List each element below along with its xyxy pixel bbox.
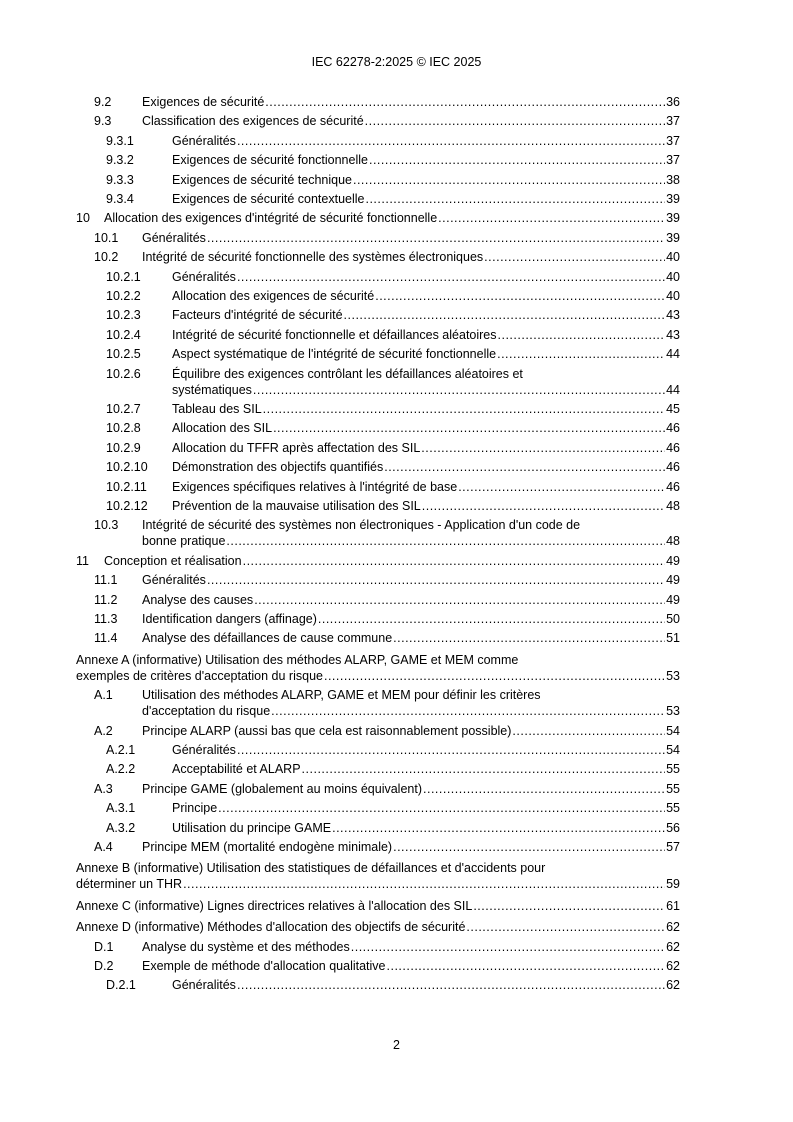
toc-entry-title: Classification des exigences de sécurité xyxy=(142,114,364,129)
toc-entry-number: A.3 xyxy=(94,781,113,796)
toc-entry[interactable] xyxy=(94,839,680,855)
toc-entry-page: 54 xyxy=(666,743,680,757)
toc-entry-title: Allocation des exigences d'intégrité de sécurité fonctionnelle xyxy=(104,211,438,226)
toc-entry-title: Principe GAME (globalement au moins équivalent) xyxy=(142,781,422,796)
toc-entry[interactable] xyxy=(106,327,680,343)
toc-entry-page: 43 xyxy=(666,327,680,342)
toc-entry-page: 48 xyxy=(666,499,680,513)
toc-entry[interactable] xyxy=(94,630,680,646)
dot-leader xyxy=(393,630,665,646)
toc-entry-page: 48 xyxy=(666,534,680,549)
toc-entry-page: 46 xyxy=(666,421,680,436)
toc-entry[interactable] xyxy=(94,958,680,974)
toc-entry-title: Exigences de sécurité contextuelle xyxy=(172,192,365,206)
toc-entry[interactable] xyxy=(106,133,680,149)
toc-entry-number: 10.2.12 xyxy=(106,499,148,513)
toc-entry[interactable] xyxy=(94,94,680,110)
dot-leader xyxy=(393,839,665,855)
toc-entry-number: A.1 xyxy=(94,688,113,703)
toc-entry-page: 55 xyxy=(666,762,680,777)
toc-entry-page: 39 xyxy=(666,211,680,226)
toc-entry-title: Annexe D (informative) Méthodes d'allocation des objectifs de sécurité xyxy=(76,920,466,935)
toc-entry-page: 56 xyxy=(666,820,680,835)
toc-entry[interactable] xyxy=(106,498,680,514)
toc-entry-number: D.1 xyxy=(94,939,114,954)
toc-entry-number: 10.2.9 xyxy=(106,440,141,455)
toc-entry-page: 38 xyxy=(666,172,680,187)
dot-leader xyxy=(384,459,665,475)
toc-entry[interactable] xyxy=(106,459,680,475)
toc-entry-page: 62 xyxy=(666,939,680,954)
toc-entry-title: Exigences de sécurité xyxy=(142,95,265,109)
toc-entry-number: A.4 xyxy=(94,840,113,854)
toc-entry-number: 10.2.6 xyxy=(106,366,141,381)
dot-leader xyxy=(484,249,665,265)
toc-entry-title: Analyse des causes xyxy=(142,592,254,607)
toc-entry-number: 10.2.4 xyxy=(106,327,141,342)
toc-entry-page: 43 xyxy=(666,308,680,323)
toc-entry[interactable] xyxy=(106,172,680,188)
toc-entry-page: 36 xyxy=(666,95,680,109)
dot-leader xyxy=(324,668,665,684)
toc-entry-title: systématiques xyxy=(172,382,252,397)
dot-leader xyxy=(473,898,665,914)
toc-entry-number: 9.3 xyxy=(94,114,112,129)
toc-entry-number: 10.2.10 xyxy=(106,460,148,475)
toc-entry-title: Principe MEM (mortalité endogène minimale) xyxy=(142,840,393,854)
toc-entry-page: 59 xyxy=(666,877,680,892)
dot-leader xyxy=(243,553,666,569)
dot-leader xyxy=(237,977,665,993)
toc-entry-number: 10.2.11 xyxy=(106,479,147,494)
dot-leader xyxy=(375,288,665,304)
toc-entry-page: 37 xyxy=(666,153,680,168)
toc-entry-page: 54 xyxy=(666,723,680,738)
toc-entry-title: Tableau des SIL xyxy=(172,402,262,416)
toc-entry-title: Généralités xyxy=(172,978,236,993)
toc-entry-title: Généralités xyxy=(142,230,206,245)
dot-leader xyxy=(207,230,665,246)
toc-entry-title: d'acceptation du risque xyxy=(142,704,271,719)
dot-leader xyxy=(218,800,665,816)
dot-leader xyxy=(387,958,666,974)
toc-entry[interactable] xyxy=(94,687,680,719)
toc-entry-page: 40 xyxy=(666,269,680,284)
dot-leader xyxy=(207,572,665,588)
toc-entry[interactable] xyxy=(76,860,680,892)
toc-entry-title: Annexe C (informative) Lignes directrices relatives à l'allocation des SIL xyxy=(76,898,473,913)
dot-leader xyxy=(365,113,665,129)
toc-entry-number: 10.3 xyxy=(94,518,119,533)
toc-entry-number: 10.2.1 xyxy=(106,269,141,284)
toc-entry-number: A.2.2 xyxy=(106,762,136,777)
toc-entry[interactable] xyxy=(106,800,680,816)
toc-entry-page: 44 xyxy=(666,382,680,397)
toc-entry[interactable] xyxy=(76,919,680,935)
toc-entry-page: 51 xyxy=(666,631,680,646)
toc-entry-title: Intégrité de sécurité fonctionnelle et défaillances aléatoires xyxy=(172,327,497,342)
toc-entry-page: 62 xyxy=(666,959,680,973)
dot-leader xyxy=(273,420,665,436)
toc-entry-title: Allocation des exigences de sécurité xyxy=(172,289,375,303)
toc-entry-page: 40 xyxy=(666,289,680,303)
toc-entry[interactable] xyxy=(76,652,680,684)
toc-entry-page: 61 xyxy=(666,898,680,913)
toc-entry-title: Analyse du système et des méthodes xyxy=(142,939,350,954)
toc-entry[interactable] xyxy=(94,592,680,608)
dot-leader xyxy=(183,876,665,892)
toc-entry-page: 62 xyxy=(666,978,680,993)
dot-leader xyxy=(226,533,665,549)
dot-leader xyxy=(353,172,665,188)
toc-entry[interactable] xyxy=(94,781,680,797)
toc-entry-title: Exigences spécifiques relatives à l'intégrité de base xyxy=(172,479,458,494)
toc-entry-title: Exigences de sécurité technique xyxy=(172,172,352,187)
toc-entry-number: 10.2.3 xyxy=(106,308,141,323)
dot-leader xyxy=(497,346,665,362)
toc-entry-number: 10.2.7 xyxy=(106,402,141,416)
dot-leader xyxy=(421,440,665,456)
toc-entry-number: A.2 xyxy=(94,723,113,738)
toc-entry-title: Exigences de sécurité fonctionnelle xyxy=(172,153,368,168)
toc-entry[interactable] xyxy=(94,939,680,955)
toc-entry[interactable] xyxy=(106,269,680,285)
toc-entry[interactable] xyxy=(106,440,680,456)
toc-entry-number: 9.3.4 xyxy=(106,192,134,206)
page-header: IEC 62278-2:2025 © IEC 2025 xyxy=(311,55,482,69)
toc-entry-number: A.3.1 xyxy=(106,801,136,816)
toc-entry-title: Identification dangers (affinage) xyxy=(142,612,317,626)
toc-entry[interactable] xyxy=(106,366,680,398)
dot-leader xyxy=(271,703,665,719)
toc-entry-title: Allocation des SIL xyxy=(172,421,273,436)
dot-leader xyxy=(237,133,665,149)
dot-leader xyxy=(438,210,665,226)
toc-entry[interactable] xyxy=(106,479,680,495)
dot-leader xyxy=(263,401,665,417)
toc-entry-title: Prévention de la mauvaise utilisation des SIL xyxy=(172,499,421,513)
toc-entry[interactable] xyxy=(106,152,680,168)
toc-entry-page: 49 xyxy=(666,573,680,588)
dot-leader xyxy=(332,820,665,836)
dot-leader xyxy=(237,742,665,758)
toc-entry-title: Acceptabilité et ALARP xyxy=(172,762,301,777)
dot-leader xyxy=(512,723,665,739)
toc-entry[interactable] xyxy=(106,977,680,993)
toc-entry[interactable] xyxy=(106,191,680,207)
toc-entry-page: 53 xyxy=(666,668,680,683)
toc-entry-number: 9.3.1 xyxy=(106,133,134,148)
toc-entry-number: 11.1 xyxy=(94,573,118,588)
toc-entry-number: 10.2.5 xyxy=(106,347,141,362)
toc-entry[interactable] xyxy=(106,420,680,436)
toc-entry-number: 10.2.2 xyxy=(106,289,141,303)
toc-entry[interactable] xyxy=(94,572,680,588)
toc-entry-title: Intégrité de sécurité fonctionnelle des systèmes électroniques xyxy=(142,250,484,265)
dot-leader xyxy=(254,592,665,608)
toc-entry-number: 10.2 xyxy=(94,250,119,265)
toc-entry-title: Principe ALARP (aussi bas que cela est raisonnablement possible) xyxy=(142,723,512,738)
dot-leader xyxy=(265,94,665,110)
toc-entry-page: 39 xyxy=(666,230,680,245)
toc-entry-title: Généralités xyxy=(142,573,206,588)
toc-entry-title: Principe xyxy=(172,801,218,816)
toc-entry[interactable] xyxy=(106,742,680,758)
toc-entry-page: 46 xyxy=(666,460,680,475)
toc-entry-title: déterminer un THR xyxy=(76,877,183,892)
toc-entry-number: 9.2 xyxy=(94,95,112,109)
toc-entry-title: Généralités xyxy=(172,133,236,148)
dot-leader xyxy=(344,307,666,323)
toc-entry[interactable] xyxy=(94,113,680,129)
dot-leader xyxy=(466,919,665,935)
toc-entry-number: 11.2 xyxy=(94,592,118,607)
toc-entry-title: Aspect systématique de l'intégrité de sécurité fonctionnelle xyxy=(172,347,497,362)
dot-leader xyxy=(253,382,665,398)
toc-entry-number: 10.1 xyxy=(94,230,119,245)
toc-entry[interactable] xyxy=(76,210,680,226)
toc-entry[interactable] xyxy=(106,401,680,417)
toc-entry-number: 10 xyxy=(76,211,90,226)
toc-entry-page: 37 xyxy=(666,114,680,129)
toc-entry[interactable] xyxy=(94,249,680,265)
dot-leader xyxy=(365,191,665,207)
toc-entry-number: 11.3 xyxy=(94,612,118,626)
toc-entry-title: bonne pratique xyxy=(142,534,226,549)
dot-leader xyxy=(498,327,666,343)
toc-entry[interactable] xyxy=(106,346,680,362)
toc-entry[interactable] xyxy=(106,288,680,304)
toc-entry[interactable] xyxy=(106,761,680,777)
toc-entry-page: 57 xyxy=(666,840,680,854)
toc-entry[interactable] xyxy=(94,517,680,549)
toc-entry[interactable] xyxy=(94,723,680,739)
toc-entry-page: 37 xyxy=(666,133,680,148)
toc-entry-page: 49 xyxy=(666,553,680,568)
dot-leader xyxy=(351,939,665,955)
toc-entry-page: 39 xyxy=(666,192,680,206)
toc-entry-title: Allocation du TFFR après affectation des SIL xyxy=(172,440,421,455)
dot-leader xyxy=(302,761,666,777)
toc-entry-page: 45 xyxy=(666,402,680,416)
toc-entry-number: 10.2.8 xyxy=(106,421,141,436)
toc-entry-number: A.2.1 xyxy=(106,743,136,757)
dot-leader xyxy=(458,479,665,495)
toc-entry[interactable] xyxy=(106,820,680,836)
toc-entry-number: D.2.1 xyxy=(106,978,136,993)
toc-entry[interactable] xyxy=(106,307,680,323)
toc-entry-page: 53 xyxy=(666,704,680,719)
toc-entry-title: Intégrité de sécurité des systèmes non électroniques - Application d'un code de xyxy=(142,518,581,533)
toc-entry-number: D.2 xyxy=(94,959,114,973)
toc-entry-page: 50 xyxy=(666,612,680,626)
toc-entry-page: 40 xyxy=(666,250,680,265)
toc-entry-page: 62 xyxy=(666,920,680,935)
page-number: 2 xyxy=(393,1038,400,1052)
dot-leader xyxy=(422,498,665,514)
dot-leader xyxy=(237,269,665,285)
toc-entry-page: 55 xyxy=(666,801,680,816)
toc-entry-number: 9.3.3 xyxy=(106,172,134,187)
toc-entry-number: 9.3.2 xyxy=(106,153,134,168)
toc-entry[interactable] xyxy=(76,553,680,569)
toc-entry-title: Annexe A (informative) Utilisation des méthodes ALARP, GAME et MEM comme xyxy=(76,652,519,667)
toc-entry-title: Conception et réalisation xyxy=(104,553,242,568)
toc-entry-title: Exemple de méthode d'allocation qualitative xyxy=(142,959,386,973)
toc-entry-number: 11.4 xyxy=(94,631,118,646)
toc-entry-title: Démonstration des objectifs quantifiés xyxy=(172,460,384,475)
toc-entry-page: 55 xyxy=(666,781,680,796)
toc-entry-page: 46 xyxy=(666,440,680,455)
toc-entry-title: Généralités xyxy=(172,269,236,284)
toc-entry-title: Généralités xyxy=(172,743,236,757)
toc-entry-title: exemples de critères d'acceptation du risque xyxy=(76,668,323,683)
toc-entry-title: Équilibre des exigences contrôlant les défaillances aléatoires et xyxy=(172,366,523,381)
dot-leader xyxy=(369,152,665,168)
dot-leader xyxy=(318,611,665,627)
toc-entry-title: Utilisation du principe GAME xyxy=(172,820,332,835)
toc-entry[interactable] xyxy=(94,611,680,627)
toc-entry[interactable] xyxy=(76,898,680,914)
toc-entry-title: Facteurs d'intégrité de sécurité xyxy=(172,308,343,323)
toc-entry-title: Analyse des défaillances de cause commune xyxy=(142,631,393,646)
toc-entry-page: 46 xyxy=(666,479,680,494)
toc-entry-title: Annexe B (informative) Utilisation des statistiques de défaillances et d'accidents pour xyxy=(76,861,546,876)
toc-entry-number: 11 xyxy=(76,553,89,568)
toc-entry-page: 44 xyxy=(666,347,680,362)
toc-entry[interactable] xyxy=(94,230,680,246)
dot-leader xyxy=(423,781,665,797)
toc-entry-title: Utilisation des méthodes ALARP, GAME et MEM pour définir les critères xyxy=(142,688,541,703)
toc-entry-page: 49 xyxy=(666,592,680,607)
toc-entry-number: A.3.2 xyxy=(106,820,136,835)
